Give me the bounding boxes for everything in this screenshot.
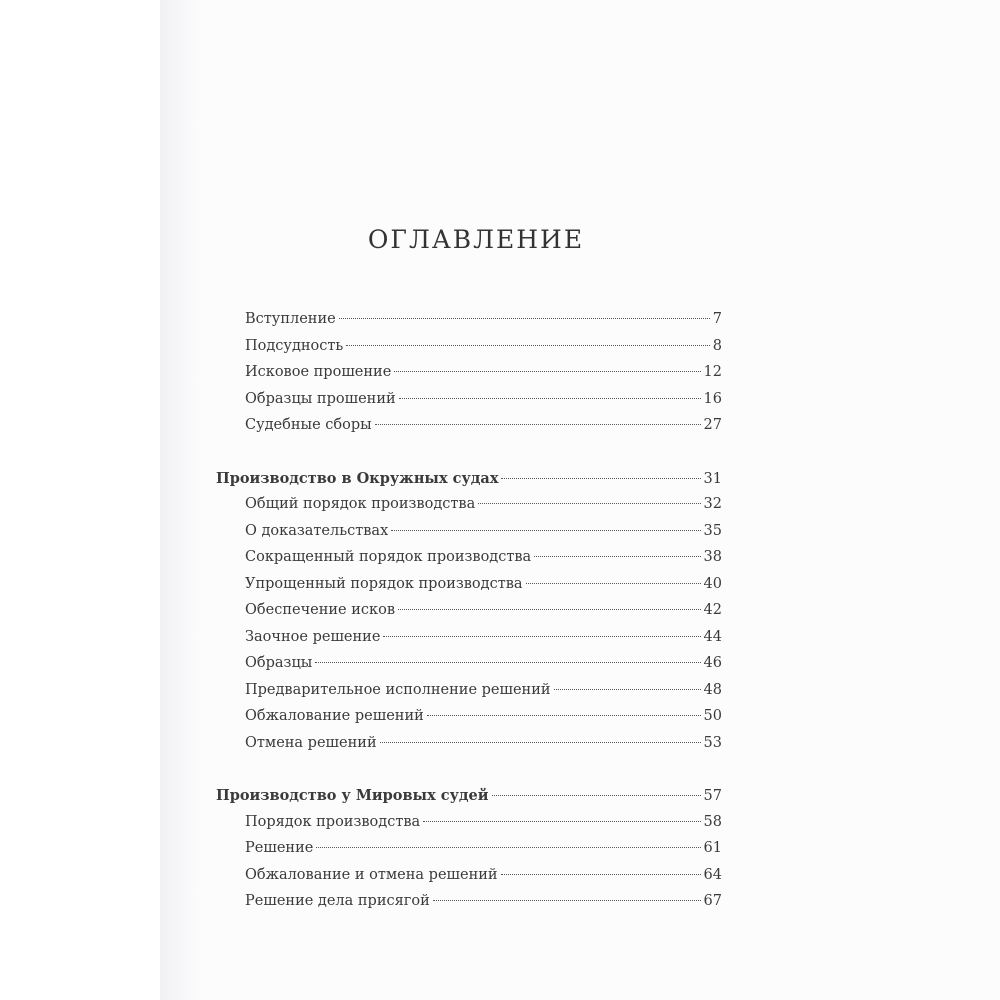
toc-entry <box>216 708 722 735</box>
toc-page-number: 40 <box>703 575 722 592</box>
toc-entry-title: Отмена решений <box>245 734 377 751</box>
toc-entry <box>216 523 722 550</box>
toc-entry <box>216 391 722 418</box>
toc-page-number: 31 <box>703 470 722 487</box>
page-spine-shadow <box>160 0 200 1000</box>
toc-entry-title: Предварительное исполнение решений <box>245 681 551 698</box>
dot-leader <box>534 556 700 557</box>
toc-section-heading <box>216 787 722 814</box>
toc-page-number: 42 <box>703 602 722 618</box>
toc-section-heading <box>216 470 722 497</box>
table-of-contents <box>216 311 722 920</box>
dot-leader <box>391 530 700 531</box>
toc-page-number: 8 <box>712 337 722 354</box>
toc-page-number: 61 <box>703 840 722 856</box>
toc-entry <box>216 682 722 709</box>
toc-page-number: 53 <box>703 734 722 751</box>
toc-page-number: 38 <box>703 549 722 565</box>
toc-section <box>216 470 722 762</box>
toc-page-number: 27 <box>703 417 722 433</box>
toc-entry <box>216 602 722 629</box>
toc-entry <box>216 338 722 365</box>
dot-leader <box>346 345 709 346</box>
toc-entry-title: Обжалование и отмена решений <box>245 866 498 883</box>
toc-page-number: 44 <box>703 628 722 645</box>
toc-entry-title: Образцы прошений <box>245 390 396 407</box>
page-title: ОГЛАВЛЕНИЕ <box>367 225 585 254</box>
dot-leader <box>398 609 701 610</box>
dot-leader <box>315 662 700 663</box>
toc-page-number: 12 <box>703 364 722 380</box>
toc-entry-title: Подсудность <box>245 337 344 354</box>
toc-page-number: 32 <box>703 496 722 512</box>
toc-section <box>216 787 722 920</box>
toc-entry <box>216 549 722 576</box>
toc-entry <box>216 364 722 391</box>
toc-entry-title: Порядок производства <box>245 813 421 830</box>
toc-entry-title: Сокращенный порядок производства <box>245 549 532 565</box>
toc-page-number: 48 <box>703 681 722 698</box>
toc-entry-title: Решение дела присягой <box>245 893 430 909</box>
dot-leader <box>433 900 701 901</box>
toc-entry <box>216 814 722 841</box>
toc-entry-title: Обжалование решений <box>245 708 424 724</box>
toc-entry-title: Производство у Мировых судей <box>216 787 489 804</box>
toc-entry <box>216 417 722 444</box>
toc-entry <box>216 867 722 894</box>
toc-entry-title: Решение <box>245 840 314 856</box>
dot-leader <box>383 636 700 637</box>
toc-entry-title: Обеспечение исков <box>245 602 395 618</box>
toc-entry <box>216 311 722 338</box>
dot-leader <box>399 398 701 399</box>
toc-entry <box>216 893 722 920</box>
toc-entry-title: Упрощенный порядок производства <box>245 575 523 592</box>
toc-entry <box>216 496 722 523</box>
toc-entry <box>216 655 722 682</box>
dot-leader <box>492 795 701 796</box>
toc-entry <box>216 840 722 867</box>
dot-leader <box>526 583 701 584</box>
toc-entry-title: Заочное решение <box>245 628 381 645</box>
toc-page-number: 64 <box>703 866 722 883</box>
dot-leader <box>554 689 701 690</box>
toc-entry-title: Судебные сборы <box>245 417 372 433</box>
toc-entry <box>216 576 722 603</box>
dot-leader <box>501 478 700 479</box>
toc-entry-title: Исковое прошение <box>245 364 392 380</box>
toc-page-number: 50 <box>703 708 722 724</box>
toc-page-number: 67 <box>703 893 722 909</box>
toc-page-number: 7 <box>712 311 722 327</box>
dot-leader <box>316 847 700 848</box>
dot-leader <box>501 874 701 875</box>
toc-page-number: 57 <box>703 788 722 804</box>
toc-entry-title: Общий порядок производства <box>245 496 476 512</box>
toc-page-number: 35 <box>703 522 722 539</box>
toc-entry <box>216 735 722 762</box>
dot-leader <box>427 715 701 716</box>
dot-leader <box>423 821 700 822</box>
toc-entry-title: Вступление <box>245 311 336 327</box>
toc-entry-title: О доказательствах <box>245 522 389 539</box>
toc-entry-title: Образцы <box>245 655 313 671</box>
toc-page-number: 16 <box>703 390 722 407</box>
toc-entry-title: Производство в Окружных судах <box>216 469 499 487</box>
dot-leader <box>380 742 701 743</box>
dot-leader <box>394 371 700 372</box>
dot-leader <box>478 503 700 504</box>
toc-page-number: 58 <box>703 813 722 830</box>
dot-leader <box>375 424 701 425</box>
dot-leader <box>339 318 710 319</box>
toc-page-number: 46 <box>703 655 722 671</box>
toc-entry <box>216 629 722 656</box>
toc-section <box>216 311 722 444</box>
